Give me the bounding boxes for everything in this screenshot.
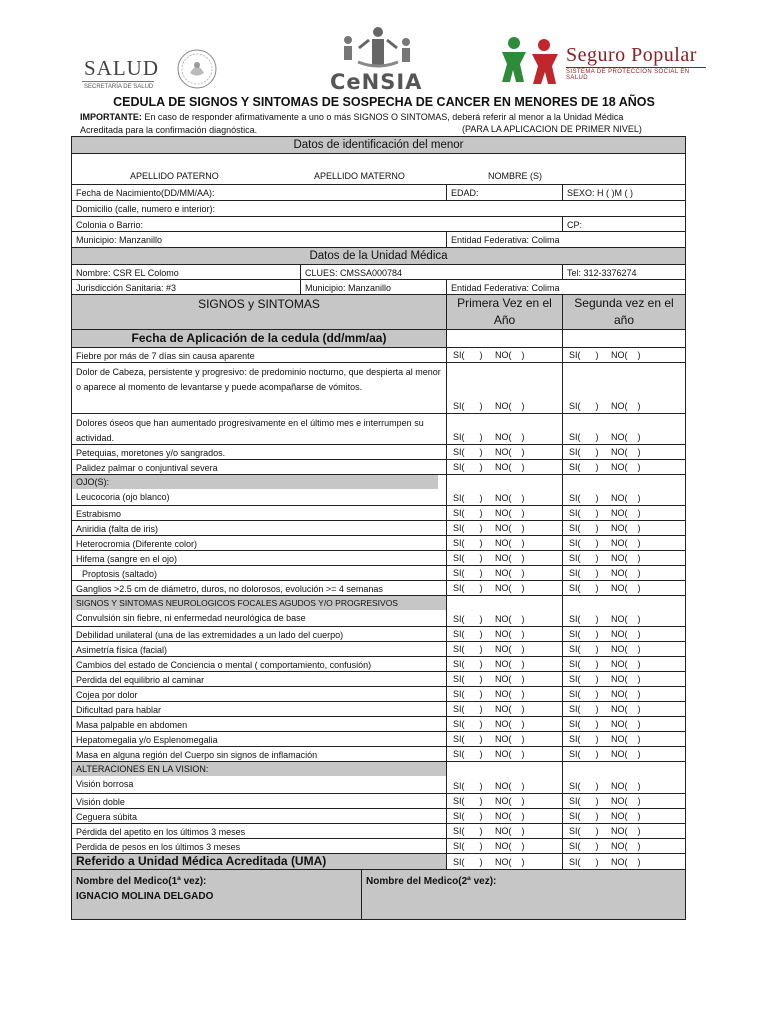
sino-2[interactable]: SI( ) NO( ): [569, 811, 641, 821]
sino-2[interactable]: SI( ) NO( ): [569, 841, 641, 851]
symptom-label: Ganglios >2.5 cm de diámetro, duros, no dolorosos, evolución >= 4 semanas: [76, 584, 383, 594]
sino-2[interactable]: SI( ) NO( ): [569, 553, 641, 563]
censia-logo-text: CeNSIA: [330, 70, 423, 94]
unidad-nombre: Nombre: CSR EL Colomo: [76, 268, 179, 278]
symptom-label: Pérdida del apetito en los últimos 3 meses: [76, 827, 246, 837]
sino-1[interactable]: SI( ) NO( ): [453, 493, 525, 503]
censia-logo: [326, 24, 426, 94]
symptom-row-borrosa[interactable]: [71, 762, 686, 794]
symptom-label: Palidez palmar o conjuntival severa: [76, 463, 218, 473]
symptom-row-convulsion[interactable]: [71, 596, 686, 627]
sino-2[interactable]: SI( ) NO( ): [569, 523, 641, 533]
sino-1[interactable]: SI( ) NO( ): [453, 629, 525, 639]
colonia-row[interactable]: [71, 217, 686, 232]
symptom-row-heterocromia[interactable]: [71, 536, 686, 551]
sino-2[interactable]: SI( ) NO( ): [569, 796, 641, 806]
notice-line2: Acreditada para la confirmación diagnóstica.: [80, 125, 258, 135]
symptom-row-masa-abdomen[interactable]: [71, 717, 686, 732]
sino-2[interactable]: SI( ) NO( ): [569, 644, 641, 654]
medico-2-label: Nombre del Medico(2ª vez):: [366, 876, 497, 887]
symptom-row-doble[interactable]: [71, 794, 686, 809]
sino-1[interactable]: SI( ) NO( ): [453, 781, 525, 791]
symptom-row-palidez[interactable]: [71, 460, 686, 475]
sino-1[interactable]: SI( ) NO( ): [453, 462, 525, 472]
symptom-row-debilidad[interactable]: [71, 627, 686, 642]
symptom-row-referido[interactable]: [71, 854, 686, 870]
symptom-label: Dolor de Cabeza, persistente y progresivo: de predominio nocturno, que despierta al menor o aparece al momento de levantarse y puede acompañarse de vómitos.: [76, 367, 441, 392]
sino-1[interactable]: SI( ) NO( ): [453, 508, 525, 518]
sino-2[interactable]: SI( ) NO( ): [569, 493, 641, 503]
unidad-tel: Tel: 312-3376274: [562, 265, 685, 279]
symptom-row-fiebre[interactable]: [71, 348, 686, 363]
sino-1[interactable]: SI( ) NO( ): [453, 523, 525, 533]
seguro-popular-logo: [498, 36, 710, 86]
symptom-row-hablar[interactable]: [71, 702, 686, 717]
sino-2[interactable]: SI( ) NO( ): [569, 857, 641, 867]
columns-header-row: [71, 295, 686, 330]
symptom-label: Fiebre por más de 7 días sin causa aparente: [76, 351, 255, 361]
notice-level: (PARA LA APLICACION DE PRIMER NIVEL): [462, 124, 642, 134]
medico-row: [71, 870, 686, 920]
symptom-row-apetito[interactable]: [71, 824, 686, 839]
unidad-row-1: [71, 265, 686, 280]
symptom-label: Masa palpable en abdomen: [76, 720, 188, 730]
section-vision-title: ALTERACIONES EN LA VISION:: [72, 762, 446, 776]
symptom-row-peso[interactable]: [71, 839, 686, 854]
sino-2[interactable]: SI( ) NO( ): [569, 734, 641, 744]
symptom-row-dolores-oseos[interactable]: [71, 414, 686, 445]
symptom-label: Cambios del estado de Conciencia o mental ( comportamiento, confusión): [76, 660, 372, 670]
symptom-label: Perdida de pesos en los últimos 3 meses: [76, 842, 241, 852]
sino-1[interactable]: SI( ) NO( ): [453, 857, 525, 867]
edad-field[interactable]: EDAD:: [446, 185, 562, 200]
notice-label: IMPORTANTE:: [80, 112, 142, 122]
header-logos: [0, 0, 768, 96]
section-unidad-header: [71, 248, 686, 265]
sino-1[interactable]: SI( ) NO( ): [453, 796, 525, 806]
sino-1[interactable]: SI( ) NO( ): [453, 553, 525, 563]
nombre-label: NOMBRE (S): [488, 171, 542, 181]
sino-2[interactable]: SI( ) NO( ): [569, 401, 641, 411]
symptom-label: Visión doble: [76, 797, 125, 807]
sino-1[interactable]: SI( ) NO( ): [453, 734, 525, 744]
symptom-row-conciencia[interactable]: [71, 657, 686, 672]
domicilio-row[interactable]: [71, 201, 686, 217]
symptom-row-hifema[interactable]: [71, 551, 686, 566]
sino-2[interactable]: SI( ) NO( ): [569, 781, 641, 791]
symptom-label: Cojea por dolor: [76, 690, 138, 700]
sino-1[interactable]: SI( ) NO( ): [453, 401, 525, 411]
seguro-popular-subtitle: SISTEMA DE PROTECCIÓN SOCIAL EN SALUD: [566, 69, 690, 81]
sino-1[interactable]: SI( ) NO( ): [453, 719, 525, 729]
sino-2[interactable]: SI( ) NO( ): [569, 568, 641, 578]
sino-1[interactable]: SI( ) NO( ): [453, 659, 525, 669]
sino-1[interactable]: SI( ) NO( ): [453, 826, 525, 836]
symptom-label: Hifema (sangre en el ojo): [76, 554, 178, 564]
sino-2[interactable]: SI( ) NO( ): [569, 350, 641, 360]
symptom-label: Dolores óseos que han aumentado progresivamente en el último mes e interrumpen su actividad.: [76, 418, 424, 443]
symptom-label: Estrabismo: [76, 509, 122, 519]
sino-1[interactable]: SI( ) NO( ): [453, 583, 525, 593]
medico-1-label: Nombre del Medico(1ª vez):: [76, 876, 207, 887]
symptom-row-petequias[interactable]: [71, 445, 686, 460]
sino-2[interactable]: SI( ) NO( ): [569, 432, 641, 442]
apellido-paterno-label: APELLIDO PATERNO: [130, 171, 219, 181]
fecha-nacimiento-field[interactable]: Fecha de Nacimiento(DD/MM/AA):: [76, 188, 215, 198]
medico-2-cell[interactable]: [361, 870, 685, 919]
unidad-entidad: Entidad Federativa: Colima: [446, 280, 685, 294]
sino-2[interactable]: SI( ) NO( ): [569, 689, 641, 699]
referido-label: Referido a Unidad Médica Acreditada (UMA): [72, 854, 446, 869]
unidad-row-2: [71, 280, 686, 295]
sino-1[interactable]: SI( ) NO( ): [453, 447, 525, 457]
unidad-municipio: Municipio: Manzanillo: [300, 280, 446, 294]
fecha-aplicacion-2[interactable]: [562, 330, 685, 347]
symptom-label: Proptosis (saltado): [82, 569, 158, 579]
fecha-nacimiento-row[interactable]: [71, 185, 686, 201]
symptom-label: Visión borrosa: [76, 779, 134, 789]
unidad-jurisdiccion: Jurisdicción Sanitaria: #3: [76, 283, 177, 293]
medico-1-value: IGNACIO MOLINA DELGADO: [76, 891, 214, 902]
symptom-label: Aniridia (falta de iris): [76, 524, 159, 534]
sino-2[interactable]: SI( ) NO( ): [569, 447, 641, 457]
entidad-field[interactable]: Entidad Federativa: Colima: [446, 232, 685, 247]
fecha-aplicacion-row: [71, 330, 686, 348]
section-menor-title: Datos de identificación del menor: [293, 139, 464, 151]
symptom-label: Debilidad unilateral (una de las extremidades a un lado del cuerpo): [76, 630, 344, 640]
domicilio-field[interactable]: Domicilio (calle, numero e interior):: [76, 204, 216, 214]
section-neuro-title: SIGNOS Y SINTOMAS NEUROLOGICOS FOCALES AGUDOS Y/O PROGRESIVOS: [72, 596, 446, 610]
section-ojos-title: OJO(S):: [72, 475, 438, 489]
sino-1[interactable]: SI( ) NO( ): [453, 644, 525, 654]
cp-field[interactable]: CP:: [562, 217, 685, 231]
symptom-row-cojea[interactable]: [71, 687, 686, 702]
sino-2[interactable]: SI( ) NO( ): [569, 719, 641, 729]
sino-2[interactable]: SI( ) NO( ): [569, 538, 641, 548]
symptom-row-hepatomegalia[interactable]: [71, 732, 686, 747]
fecha-aplicacion-label: Fecha de Aplicación de la cedula (dd/mm/aa): [131, 331, 387, 345]
symptom-row-masa-cuerpo[interactable]: [71, 747, 686, 762]
sino-1[interactable]: SI( ) NO( ): [453, 749, 525, 759]
symptom-label: Hepatomegalia y/o Esplenomegalia: [76, 735, 218, 745]
sexo-field[interactable]: SEXO: H ( )M ( ): [562, 185, 685, 200]
unidad-clues: CLUES: CMSSA000784: [300, 265, 562, 279]
col-primera-vez: Primera Vez en el Año: [446, 295, 562, 329]
symptom-row-ganglios[interactable]: [71, 581, 686, 596]
symptom-label: Petequias, moretones y/o sangrados.: [76, 448, 226, 458]
seguro-popular-text: Seguro Popular: [566, 44, 697, 66]
symptom-row-equilibrio[interactable]: [71, 672, 686, 687]
municipio-row[interactable]: [71, 232, 686, 248]
section-menor-header: [71, 136, 686, 154]
sino-1[interactable]: SI( ) NO( ): [453, 568, 525, 578]
symptom-row-leucocoria[interactable]: [71, 475, 686, 506]
salud-logo-text: SALUD: [84, 56, 160, 80]
fecha-aplicacion-1[interactable]: [446, 330, 562, 347]
sino-2[interactable]: SI( ) NO( ): [569, 629, 641, 639]
symptom-label: Ceguera súbita: [76, 812, 138, 822]
apellido-materno-label: APELLIDO MATERNO: [314, 171, 405, 181]
section-unidad-title: Datos de la Unidad Médica: [309, 250, 448, 262]
symptom-label: Dificultad para hablar: [76, 705, 162, 715]
medico-1-cell[interactable]: [72, 870, 361, 919]
sino-1[interactable]: SI( ) NO( ): [453, 350, 525, 360]
document-title: CEDULA DE SIGNOS Y SINTOMAS DE SOSPECHA DE CANCER EN MENORES DE 18 AÑOS: [113, 95, 655, 109]
symptom-label: Perdida del equilibrio al caminar: [76, 675, 205, 685]
colonia-field[interactable]: Colonia o Barrio:: [76, 220, 144, 230]
sino-2[interactable]: SI( ) NO( ): [569, 508, 641, 518]
sino-1[interactable]: SI( ) NO( ): [453, 432, 525, 442]
seguro-popular-figures-icon: [498, 36, 564, 86]
symptom-label: Masa en alguna región del Cuerpo sin signos de inflamación: [76, 750, 318, 760]
sino-1[interactable]: SI( ) NO( ): [453, 689, 525, 699]
sino-2[interactable]: SI( ) NO( ): [569, 826, 641, 836]
cedula-form: [71, 136, 686, 920]
col-signos: SIGNOS y SINTOMAS: [198, 297, 320, 311]
symptom-label: Asimetría física (facial): [76, 645, 168, 655]
sino-1[interactable]: SI( ) NO( ): [453, 841, 525, 851]
sino-2[interactable]: SI( ) NO( ): [569, 704, 641, 714]
mexico-seal-icon: [176, 48, 218, 90]
col-segunda-vez: Segunda vez en el año: [562, 295, 685, 329]
sino-2[interactable]: SI( ) NO( ): [569, 749, 641, 759]
sino-1[interactable]: SI( ) NO( ): [453, 704, 525, 714]
symptom-row-dolor-cabeza[interactable]: [71, 363, 686, 414]
sino-1[interactable]: SI( ) NO( ): [453, 538, 525, 548]
symptom-row-estrabismo[interactable]: [71, 506, 686, 521]
sino-2[interactable]: SI( ) NO( ): [569, 614, 641, 624]
sino-1[interactable]: SI( ) NO( ): [453, 811, 525, 821]
symptom-row-asimetria[interactable]: [71, 642, 686, 657]
sino-2[interactable]: SI( ) NO( ): [569, 462, 641, 472]
municipio-field[interactable]: Municipio: Manzanillo: [76, 235, 163, 245]
sino-1[interactable]: SI( ) NO( ): [453, 614, 525, 624]
salud-logo-subtitle: SECRETARÍA DE SALUD: [84, 84, 154, 90]
sino-2[interactable]: SI( ) NO( ): [569, 659, 641, 669]
symptom-label: Leucocoria (ojo blanco): [76, 492, 170, 502]
menor-name-row[interactable]: [71, 154, 686, 185]
symptom-label: Convulsión sin fiebre, ni enfermedad neurológica de base: [76, 613, 306, 623]
sino-2[interactable]: SI( ) NO( ): [569, 674, 641, 684]
censia-figures-icon: [326, 24, 426, 74]
symptom-row-aniridia[interactable]: [71, 521, 686, 536]
salud-logo: [76, 44, 226, 94]
sino-2[interactable]: SI( ) NO( ): [569, 583, 641, 593]
symptom-row-ceguera[interactable]: [71, 809, 686, 824]
notice-line1: En caso de responder afirmativamente a uno o más SIGNOS O SINTOMAS, deberá referir al menor a la Unidad Médica: [141, 112, 624, 122]
symptom-label: Heterocromia (Diferente color): [76, 539, 198, 549]
symptom-row-proptosis[interactable]: [71, 566, 686, 581]
sino-1[interactable]: SI( ) NO( ): [453, 674, 525, 684]
